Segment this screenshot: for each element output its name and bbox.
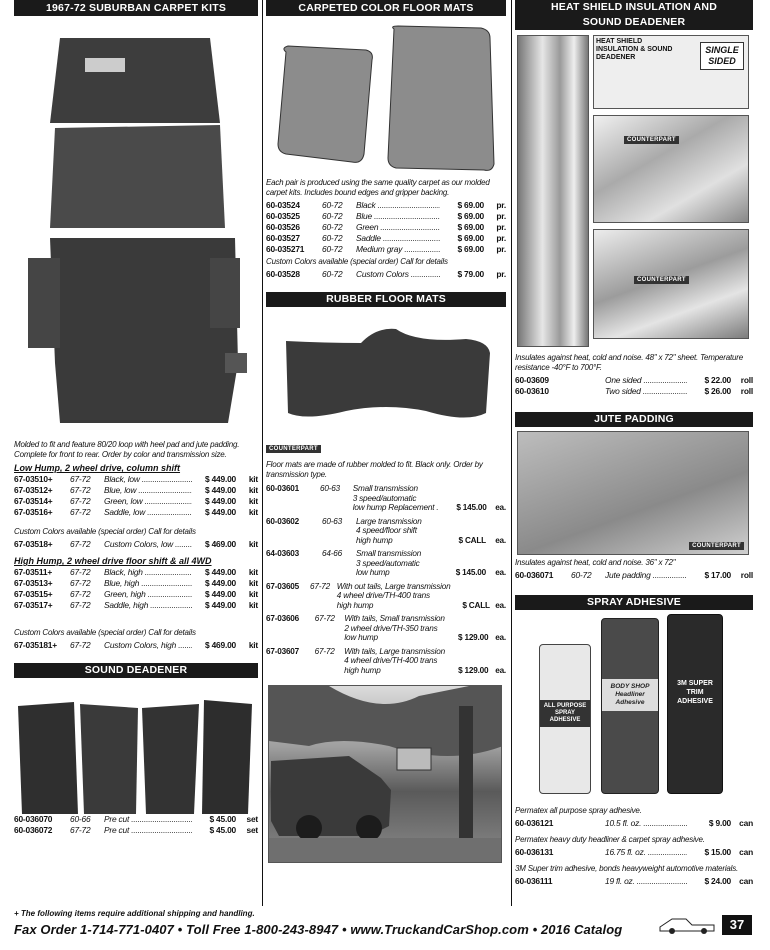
heat-shield-unrolled-photo: COUNTERPART bbox=[593, 229, 749, 339]
item-unit: pr. bbox=[496, 211, 506, 221]
table-row bbox=[266, 244, 506, 255]
item-unit: pr. bbox=[496, 269, 506, 279]
item-description bbox=[356, 517, 436, 546]
table-row bbox=[14, 539, 258, 550]
item-description bbox=[344, 647, 445, 676]
year-range: 64-66 bbox=[322, 549, 342, 558]
item-description: Black ..... bbox=[356, 200, 440, 211]
item-unit: pr. bbox=[496, 222, 506, 232]
table-row bbox=[266, 549, 506, 578]
table-row bbox=[266, 211, 506, 222]
item-description: Green ..... bbox=[356, 222, 440, 233]
item-description: Pre cut ..... bbox=[104, 814, 192, 825]
low-custom-list bbox=[14, 539, 258, 550]
item-price: $ 449.00 bbox=[204, 600, 236, 610]
mats-illustration bbox=[266, 24, 506, 174]
item-description: Black, high ..... bbox=[104, 567, 192, 578]
description-line: Small transmission bbox=[356, 549, 422, 558]
low-custom-note: Custom Colors available (special order) Call for details bbox=[14, 527, 196, 536]
item-description bbox=[356, 549, 436, 578]
section-header-floor-mats: CARPETED COLOR FLOOR MATS bbox=[266, 0, 506, 16]
part-number: 60-036071 bbox=[515, 570, 554, 580]
item-unit: ea. bbox=[495, 600, 506, 610]
year-range: 60-66 bbox=[70, 814, 91, 824]
truck-illustration bbox=[269, 686, 502, 863]
item-description: Saddle, low ..... bbox=[104, 507, 192, 518]
jute-description: Insulates against heat, cold and noise. 36" x 72" bbox=[515, 558, 676, 567]
carpet-kit-photo bbox=[20, 33, 252, 428]
year-range: 67-72 bbox=[314, 646, 335, 656]
item-description: Two sided ..... bbox=[605, 386, 687, 397]
item-unit: ea. bbox=[495, 665, 507, 675]
item-price: $ 69.00 bbox=[457, 222, 484, 232]
year-range: 67-72 bbox=[70, 600, 91, 610]
item-description: 19 fl. oz. ..... bbox=[605, 876, 687, 887]
item-description: Saddle, high ..... bbox=[104, 600, 192, 611]
year-range: 60-63 bbox=[322, 516, 342, 526]
spray-item-description: 3M Super trim adhesive, bonds heavyweight automotive materials. bbox=[515, 864, 739, 873]
spray-item-description: Permatex heavy duty headliner & carpet spray adhesive. bbox=[515, 835, 705, 844]
item-price: $ 129.00 bbox=[458, 633, 489, 642]
item-price: $ 17.00 bbox=[704, 570, 731, 580]
item-unit: kit bbox=[248, 474, 258, 484]
table-row bbox=[515, 570, 753, 581]
item-description bbox=[344, 614, 444, 643]
year-range: 67-72 bbox=[314, 614, 335, 623]
high-custom-list bbox=[14, 640, 258, 651]
high-hump-list bbox=[14, 567, 258, 611]
table-row bbox=[14, 496, 258, 507]
column-floor-mats bbox=[266, 0, 506, 863]
spray-adhesive-list bbox=[515, 806, 753, 887]
column-divider bbox=[511, 0, 512, 906]
can-3m-super-trim: 3M SUPER TRIM ADHESIVE bbox=[667, 614, 723, 794]
description-line: With out tails, Large transmission bbox=[336, 581, 451, 591]
item-price: $ 145.00 bbox=[455, 568, 486, 577]
year-range: 67-72 bbox=[70, 640, 91, 650]
item-unit: can bbox=[739, 818, 753, 828]
section-header-jute: JUTE PADDING bbox=[515, 412, 753, 427]
item-unit: set bbox=[246, 814, 258, 824]
description-line: high hump bbox=[344, 665, 381, 675]
floor-mats-list bbox=[266, 200, 506, 255]
description-line: 4 wheel drive/TH-400 trans bbox=[336, 591, 430, 600]
description-line: 3 speed/automatic bbox=[352, 493, 417, 503]
heat-shield-roll-photo bbox=[517, 35, 589, 347]
item-unit: ea. bbox=[495, 503, 506, 512]
year-range bbox=[571, 847, 605, 858]
part-number: 60-036072 bbox=[14, 825, 53, 835]
item-unit: set bbox=[246, 825, 258, 835]
floor-mats-custom-list bbox=[266, 269, 506, 280]
part-number: 60-03610 bbox=[515, 386, 549, 396]
can-body-shop-headliner: BODY SHOP Headliner Adhesive bbox=[601, 618, 659, 794]
floor-mats-custom-note: Custom Colors available (special order) Call for details bbox=[266, 257, 448, 266]
table-row bbox=[266, 200, 506, 211]
year-range: 67-72 bbox=[70, 589, 91, 599]
part-number: 64-03603 bbox=[266, 549, 300, 558]
part-number: 67-03510+ bbox=[14, 474, 53, 484]
part-number: 67-03518+ bbox=[14, 539, 53, 549]
year-range: 67-72 bbox=[70, 578, 91, 588]
item-price: $ CALL bbox=[458, 535, 486, 545]
item-price: $ 15.00 bbox=[704, 847, 731, 857]
year-range: 67-72 bbox=[70, 825, 91, 835]
section-header-carpet-kits: 1967-72 SUBURBAN CARPET KITS bbox=[14, 0, 258, 16]
part-number: 60-03527 bbox=[266, 233, 300, 243]
item-description: 10.5 fl. oz. ..... bbox=[605, 818, 687, 829]
item-price: $ 45.00 bbox=[209, 825, 236, 835]
year-range bbox=[571, 876, 605, 887]
table-row bbox=[515, 818, 753, 829]
item-description: Saddle ..... bbox=[356, 233, 440, 244]
table-row bbox=[14, 589, 258, 600]
item-price: $ 22.00 bbox=[704, 375, 731, 385]
part-number: 60-03602 bbox=[266, 516, 300, 526]
item-description: Green, high ..... bbox=[104, 589, 192, 600]
description-line: 4 wheel drive/TH-400 trans bbox=[344, 656, 438, 665]
description-line: high hump bbox=[336, 600, 374, 610]
item-unit: pr. bbox=[496, 244, 506, 254]
part-number: 67-03516+ bbox=[14, 507, 53, 517]
jute-padding-photo: COUNTERPART bbox=[517, 431, 749, 555]
low-hump-subtitle: Low Hump, 2 wheel drive, column shift bbox=[14, 463, 181, 473]
column-suburban-carpet bbox=[14, 0, 258, 836]
year-range: 60-72 bbox=[571, 570, 592, 580]
high-hump-subtitle: High Hump, 2 wheel drive floor shift & all 4WD bbox=[14, 556, 212, 566]
part-number: 67-03515+ bbox=[14, 589, 53, 599]
table-row bbox=[266, 517, 506, 546]
year-range bbox=[571, 818, 605, 829]
item-price: $ 69.00 bbox=[457, 211, 484, 221]
table-row bbox=[266, 269, 506, 280]
item-unit: kit bbox=[248, 496, 258, 506]
year-range bbox=[571, 375, 605, 386]
section-header-spray: SPRAY ADHESIVE bbox=[515, 595, 753, 610]
year-range: 67-72 bbox=[70, 474, 91, 484]
item-unit: ea. bbox=[495, 535, 506, 545]
item-description: Green, low ..... bbox=[104, 496, 192, 507]
item-price: $ 69.00 bbox=[457, 244, 484, 254]
table-row bbox=[14, 474, 258, 485]
part-number: 67-03517+ bbox=[14, 600, 53, 610]
item-description: 16.75 fl. oz. ..... bbox=[605, 847, 687, 858]
column-heat-shield bbox=[515, 0, 753, 887]
truck-logo-icon bbox=[658, 913, 716, 935]
heat-shield-description: Insulates against heat, cold and noise. 48" x 72" sheet. Temperature resistance -40°F to 700°F. bbox=[515, 353, 743, 372]
item-unit: kit bbox=[248, 485, 258, 495]
item-unit: roll bbox=[740, 386, 753, 396]
item-unit: kit bbox=[248, 640, 258, 650]
spray-adhesive-photo bbox=[515, 614, 753, 802]
item-price: $ 145.00 bbox=[456, 503, 487, 512]
table-row bbox=[266, 582, 506, 611]
rubber-mat-illustration bbox=[266, 313, 506, 431]
item-unit: roll bbox=[740, 570, 753, 580]
low-hump-list bbox=[14, 474, 258, 518]
table-row bbox=[515, 386, 753, 397]
part-number: 60-035271 bbox=[266, 244, 305, 254]
spray-item-description: Permatex all purpose spray adhesive. bbox=[515, 806, 642, 815]
year-range: 67-72 bbox=[70, 539, 91, 549]
part-number: 60-03601 bbox=[266, 484, 300, 493]
carpet-mats-photo bbox=[266, 24, 506, 174]
part-number: 67-03514+ bbox=[14, 496, 53, 506]
rubber-mats-description: Floor mats are made of rubber molded to fit. Black only. Order by transmission type. bbox=[266, 460, 483, 479]
item-price: $ 449.00 bbox=[204, 507, 236, 517]
description-line: 3 speed/automatic bbox=[356, 558, 420, 568]
table-row bbox=[515, 375, 753, 386]
table-row bbox=[266, 484, 506, 513]
part-number: 60-03528 bbox=[266, 269, 300, 279]
contact-line: Fax Order 1-714-771-0407 • Toll Free 1-800-243-8947 • www.TruckandCarShop.com • 2016 Catalog bbox=[14, 922, 623, 937]
deadener-pieces-illustration bbox=[14, 686, 258, 814]
description-line: low hump bbox=[344, 633, 378, 642]
description-line: With tails, Large transmission bbox=[344, 646, 445, 656]
item-description bbox=[337, 582, 451, 611]
year-range: 67-72 bbox=[310, 581, 330, 591]
item-description: Blue, low ..... bbox=[104, 485, 192, 496]
item-price: $ 449.00 bbox=[204, 474, 236, 484]
item-description: Black, low ..... bbox=[104, 474, 192, 485]
item-price: $ 449.00 bbox=[204, 567, 236, 577]
item-price: $ 45.00 bbox=[209, 814, 236, 824]
heat-shield-rolled-photo: COUNTERPART bbox=[593, 115, 749, 223]
table-row bbox=[14, 485, 258, 496]
item-description bbox=[353, 484, 439, 513]
description-line: Large transmission bbox=[356, 516, 422, 526]
section-header-sound-deadener: SOUND DEADENER bbox=[14, 663, 258, 678]
item-price: $ 449.00 bbox=[204, 578, 236, 588]
item-price: $ 79.00 bbox=[457, 269, 484, 279]
table-row bbox=[14, 567, 258, 578]
year-range: 67-72 bbox=[70, 507, 91, 517]
table-row bbox=[266, 222, 506, 233]
table-row bbox=[14, 825, 258, 836]
year-range: 60-72 bbox=[322, 200, 343, 210]
item-price: $ 129.00 bbox=[458, 665, 489, 675]
table-row bbox=[515, 847, 753, 858]
item-unit: ea. bbox=[495, 633, 506, 642]
part-number: 67-03512+ bbox=[14, 485, 53, 495]
deadener-list bbox=[14, 814, 258, 836]
year-range: 60-72 bbox=[322, 244, 343, 254]
counterpart-logo: COUNTERPART bbox=[266, 437, 506, 455]
section-header-rubber-mats: RUBBER FLOOR MATS bbox=[266, 292, 506, 307]
page-footer bbox=[14, 909, 754, 937]
carpet-kit-description: Molded to fit and feature 80/20 loop with heel pad and jute padding. Complete for front to rear. Order by color and transmission size. bbox=[14, 440, 240, 459]
item-description: One sided ..... bbox=[605, 375, 687, 386]
section-header-heat-shield: HEAT SHIELD INSULATION AND SOUND DEADENER bbox=[515, 0, 753, 30]
part-number: 67-03607 bbox=[266, 646, 300, 656]
item-unit: can bbox=[739, 876, 753, 886]
description-line: low hump Replacement . bbox=[352, 503, 439, 512]
description-line: high hump bbox=[356, 535, 393, 545]
high-custom-note: Custom Colors available (special order) Call for details bbox=[14, 628, 196, 637]
table-row bbox=[14, 640, 258, 651]
description-line: Small transmission bbox=[352, 484, 418, 493]
heat-shield-photo-group bbox=[515, 35, 753, 351]
item-description: Jute padding ..... bbox=[605, 570, 687, 581]
table-row bbox=[515, 876, 753, 887]
table-row bbox=[14, 814, 258, 825]
item-unit: can bbox=[739, 847, 753, 857]
item-unit: kit bbox=[248, 567, 258, 577]
rubber-mat-photo bbox=[266, 313, 506, 431]
part-number: 60-036111 bbox=[515, 876, 553, 886]
jute-list bbox=[515, 570, 753, 581]
contact-bar bbox=[14, 922, 754, 937]
table-row bbox=[266, 647, 506, 676]
item-price: $ 69.00 bbox=[457, 200, 484, 210]
part-number: 60-036070 bbox=[14, 814, 53, 824]
item-price: $ 449.00 bbox=[204, 589, 236, 599]
table-row bbox=[14, 600, 258, 611]
table-row bbox=[14, 578, 258, 589]
column-divider bbox=[262, 0, 263, 906]
item-description: Custom Colors, high ..... bbox=[104, 640, 192, 651]
table-row bbox=[266, 233, 506, 244]
item-price: $ 449.00 bbox=[204, 496, 236, 506]
part-number: 60-03609 bbox=[515, 375, 549, 385]
item-unit: pr. bbox=[496, 233, 506, 243]
can-permatex-all-purpose: ALL PURPOSE SPRAY ADHESIVE bbox=[539, 644, 591, 794]
part-number: 67-03606 bbox=[266, 614, 300, 623]
year-range: 67-72 bbox=[70, 567, 91, 577]
item-unit: ea. bbox=[495, 568, 506, 577]
part-number: 67-035181+ bbox=[14, 640, 57, 650]
description-line: 2 wheel drive/TH-350 trans bbox=[344, 623, 438, 633]
heat-shield-list bbox=[515, 375, 753, 397]
item-unit: pr. bbox=[496, 200, 506, 210]
year-range bbox=[571, 386, 605, 397]
year-range: 60-72 bbox=[322, 222, 343, 232]
year-range: 67-72 bbox=[70, 496, 91, 506]
rubber-mats-list bbox=[266, 484, 506, 675]
floor-mats-description: Each pair is produced using the same quality carpet as our molded carpet kits. Includes bound edges and gripper backing. bbox=[266, 178, 490, 197]
heat-shield-package: HEAT SHIELD INSULATION & SOUND DEADENER SINGLE SIDED bbox=[593, 35, 749, 109]
item-description: Custom Colors, low ..... bbox=[104, 539, 192, 550]
item-unit: kit bbox=[248, 589, 258, 599]
year-range: 60-72 bbox=[322, 233, 343, 243]
item-description: Pre cut ..... bbox=[104, 825, 192, 836]
table-row bbox=[14, 507, 258, 518]
part-number: 60-03525 bbox=[266, 211, 300, 221]
year-range: 60-63 bbox=[319, 484, 340, 493]
table-row bbox=[266, 614, 506, 643]
item-price: $ 469.00 bbox=[204, 539, 236, 549]
item-price: $ 24.00 bbox=[704, 876, 731, 886]
year-range: 60-72 bbox=[322, 211, 343, 221]
item-price: $ 26.00 bbox=[704, 386, 731, 396]
part-number: 60-036121 bbox=[515, 818, 554, 828]
item-unit: roll bbox=[740, 375, 753, 385]
sound-deadener-photo bbox=[14, 686, 258, 814]
part-number: 67-03605 bbox=[266, 581, 300, 591]
item-price: $ 69.00 bbox=[457, 233, 484, 243]
item-price: $ 449.00 bbox=[204, 485, 236, 495]
item-unit: kit bbox=[248, 539, 258, 549]
item-price: $ 469.00 bbox=[204, 640, 236, 650]
part-number: 60-03524 bbox=[266, 200, 300, 210]
item-price: $ 9.00 bbox=[708, 818, 731, 828]
part-number: 60-03526 bbox=[266, 222, 300, 232]
item-unit: kit bbox=[248, 600, 258, 610]
item-description: Blue ..... bbox=[356, 211, 440, 222]
item-description: Blue, high ..... bbox=[104, 578, 192, 589]
year-range: 67-72 bbox=[70, 485, 91, 495]
item-description: Custom Colors ..... bbox=[356, 269, 440, 280]
page-number: 37 bbox=[722, 915, 752, 935]
item-unit: kit bbox=[248, 507, 258, 517]
carpet-pieces-illustration bbox=[20, 33, 252, 428]
single-sided-label: SINGLE SIDED bbox=[700, 42, 744, 70]
item-unit: kit bbox=[248, 578, 258, 588]
year-range: 60-72 bbox=[322, 269, 343, 279]
item-description: Medium gray ..... bbox=[356, 244, 440, 255]
description-line: low hump bbox=[356, 568, 390, 577]
description-line: With tails, Small transmission bbox=[344, 614, 445, 623]
vintage-truck-photo bbox=[268, 685, 502, 863]
part-number: 67-03513+ bbox=[14, 578, 53, 588]
part-number: 60-036131 bbox=[515, 847, 554, 857]
part-number: 67-03511+ bbox=[14, 567, 53, 577]
item-price: $ CALL bbox=[462, 600, 490, 610]
shipping-footnote: + The following items require additional shipping and handling. bbox=[14, 909, 255, 918]
description-line: 4 speed/floor shift bbox=[356, 526, 417, 535]
